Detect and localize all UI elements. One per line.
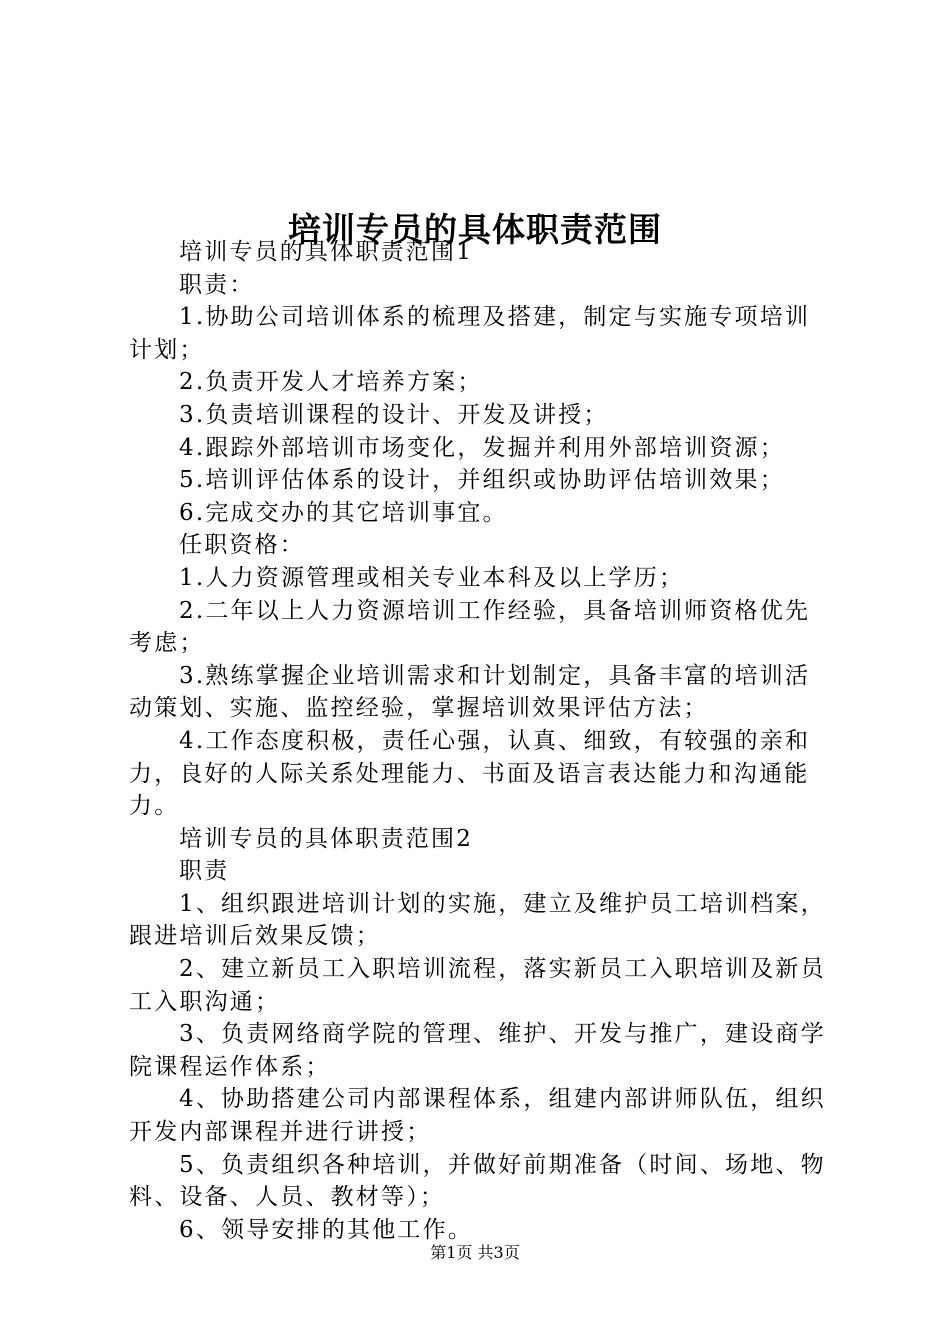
paragraph: 培训专员的具体职责范围1 xyxy=(179,239,474,265)
paragraph: 1、组织跟进培训计划的实施，建立及维护员工培训档案，跟进培训后效果反馈； xyxy=(129,890,826,950)
paragraph: 5.培训评估体系的设计，并组织或协助评估培训效果； xyxy=(179,467,785,494)
paragraph: 6.完成交办的其它培训事宜。 xyxy=(179,499,508,526)
paragraph: 1.协助公司培训体系的梳理及搭建，制定与实施专项培训计划； xyxy=(129,304,811,363)
paragraph: 培训专员的具体职责范围2 xyxy=(179,825,474,852)
paragraph: 职责 xyxy=(179,858,230,885)
paragraph: 任职资格： xyxy=(179,532,305,559)
page-footer: 第1页 共3页 xyxy=(430,1243,520,1262)
paragraph: 5、负责组织各种培训，并做好前期准备（时间、场地、物料、设备、人员、教材等）； xyxy=(129,1151,826,1211)
paragraph: 3、负责网络商学院的管理、维护、开发与推广，建设商学院课程运作体系； xyxy=(129,1021,826,1080)
paragraph: 3.负责培训课程的设计、开发及讲授； xyxy=(179,401,609,428)
document-title: 培训专员的具体职责范围 xyxy=(288,210,662,250)
paragraph: 4.跟踪外部培训市场变化，发掘并利用外部培训资源； xyxy=(179,434,785,461)
paragraph: 6、领导安排的其他工作。 xyxy=(179,1216,474,1243)
document-body xyxy=(129,236,834,1246)
paragraph: 2、建立新员工入职培训流程，落实新员工入职培训及新员工入职沟通； xyxy=(129,956,826,1015)
paragraph: 4、协助搭建公司内部课程体系，组建内部讲师队伍，组织开发内部课程并进行讲授； xyxy=(129,1086,826,1146)
paragraph: 2.二年以上人力资源培训工作经验，具备培训师资格优先考虑； xyxy=(129,597,811,657)
paragraph: 2.负责开发人才培养方案； xyxy=(179,369,483,396)
paragraph: 1.人力资源管理或相关专业本科及以上学历； xyxy=(179,564,685,591)
paragraph: 职责： xyxy=(179,271,255,298)
paragraph: 4.工作态度积极，责任心强，认真、细致，有较强的亲和力，良好的人际关系处理能力、书面及语言表达能力和沟通能力。 xyxy=(129,727,811,820)
paragraph: 3.熟练掌握企业培训需求和计划制定，具备丰富的培训活动策划、实施、监控经验，掌握培训效果评估方法； xyxy=(129,662,811,722)
